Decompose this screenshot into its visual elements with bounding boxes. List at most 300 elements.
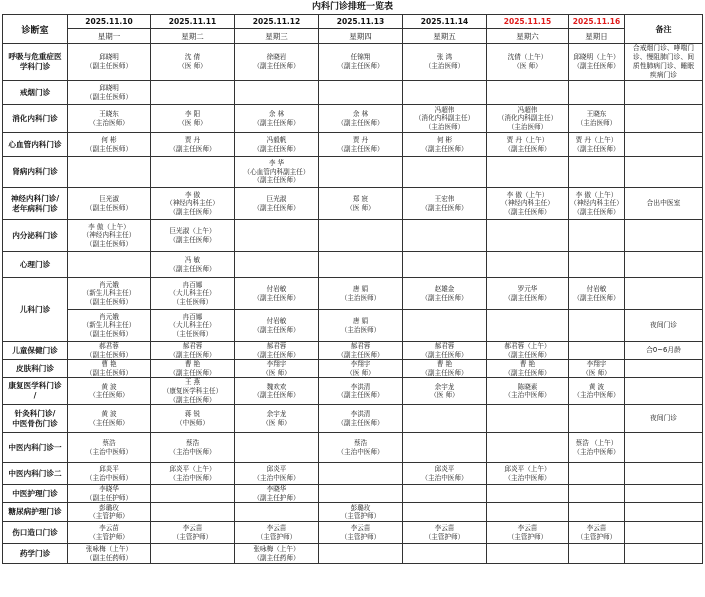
doctor-title: （副主任医师） bbox=[169, 235, 216, 244]
doctor-title: （副主任医师） bbox=[337, 391, 384, 400]
doctor-shift-cell bbox=[403, 378, 487, 405]
doctor-name: 贾 丹（上午） bbox=[506, 135, 549, 144]
doctor-shift-cell bbox=[403, 81, 487, 105]
doctor-shift-cell bbox=[319, 252, 403, 278]
doctor-shift-cell bbox=[403, 310, 487, 342]
doctor-shift-cell bbox=[235, 310, 319, 342]
dept-name-line: 康复医学科门诊 bbox=[8, 381, 62, 391]
doctor-shift-cell bbox=[68, 503, 151, 522]
doctor-name: 蔡浩 bbox=[185, 439, 200, 448]
doctor-name: 李 傲（上午） bbox=[575, 190, 618, 199]
doctor-name: 黄 波 bbox=[101, 382, 117, 391]
doctor-name: 李云苗 bbox=[586, 524, 607, 533]
doctor-shift-cell bbox=[235, 252, 319, 278]
doctor-name: 黄 波 bbox=[101, 410, 117, 419]
row-note-cell bbox=[625, 405, 703, 433]
doctor-shift-cell bbox=[68, 360, 151, 378]
dept-name-line: 肾病内科门诊 bbox=[12, 167, 58, 176]
dept-name-line: 皮肤科门诊 bbox=[16, 363, 54, 373]
doctor-name: 李 傲（上午） bbox=[88, 222, 130, 231]
row-note-line: 合0~6月龄 bbox=[646, 346, 681, 355]
doctor-shift-cell bbox=[151, 544, 235, 564]
doctor-title: （副主任医师） bbox=[169, 395, 216, 404]
doctor-title: （副主任医师） bbox=[253, 293, 300, 302]
doctor-title: （主治中医师） bbox=[85, 473, 133, 482]
doctor-title: （副主任医师） bbox=[253, 144, 300, 153]
dept-name-line: 儿科门诊 bbox=[19, 304, 51, 314]
doctor-shift-cell bbox=[319, 81, 403, 105]
doctor-title: （副主任药师） bbox=[85, 553, 133, 562]
schedule-row bbox=[3, 278, 703, 310]
doctor-name: 李晓华 bbox=[99, 485, 119, 494]
doctor-shift-cell bbox=[569, 360, 625, 378]
schedule-row bbox=[3, 157, 703, 188]
doctor-shift-cell bbox=[569, 81, 625, 105]
doctor-shift-cell bbox=[319, 310, 403, 342]
dept-name-line: 神经内科门诊/ bbox=[10, 193, 60, 203]
doctor-title: （主治中医师） bbox=[504, 391, 551, 400]
doctor-shift-cell bbox=[151, 44, 235, 81]
doctor-shift-cell bbox=[235, 278, 319, 310]
dept-name-line: 消化内科门诊 bbox=[12, 113, 58, 123]
row-note-cell bbox=[625, 360, 703, 378]
doctor-title: （副主任医师） bbox=[421, 368, 468, 377]
doctor-shift-cell bbox=[319, 433, 403, 463]
doctor-title: （副主任医师） bbox=[573, 293, 620, 302]
doctor-shift-cell bbox=[403, 503, 487, 522]
doctor-title: （主管护师） bbox=[424, 532, 465, 541]
doctor-shift-cell bbox=[235, 188, 319, 220]
doctor-shift-cell bbox=[68, 485, 151, 503]
doctor-name: 唐 娟 bbox=[352, 316, 369, 325]
doctor-shift-cell bbox=[569, 278, 625, 310]
schedule-row bbox=[3, 105, 703, 133]
schedule-row bbox=[3, 544, 703, 564]
doctor-title: （副主任医师） bbox=[253, 203, 300, 212]
dept-name-line: 老年病科门诊 bbox=[12, 203, 58, 213]
doctor-title: （副主任医师） bbox=[253, 118, 300, 127]
doctor-shift-cell bbox=[403, 522, 487, 544]
doctor-title: （副主任医师） bbox=[85, 368, 133, 377]
doctor-title: （主任医师） bbox=[172, 329, 213, 338]
doctor-title: （主任医师） bbox=[89, 418, 129, 427]
doctor-title: （主治医师） bbox=[89, 118, 129, 127]
dept-name-cell bbox=[3, 522, 68, 544]
doctor-name: 蒋 锐 bbox=[184, 410, 201, 419]
row-note-cell bbox=[625, 133, 703, 157]
doctor-title: （主治中医师） bbox=[573, 391, 620, 400]
dept-name-line: 儿童保健门诊 bbox=[12, 345, 58, 355]
doctor-shift-cell bbox=[151, 433, 235, 463]
doctor-name: 陈晓素 bbox=[517, 382, 538, 391]
doctor-shift-cell bbox=[319, 220, 403, 252]
doctor-shift-cell bbox=[319, 378, 403, 405]
schedule-row bbox=[3, 310, 703, 342]
doctor-title: （副主任医师） bbox=[504, 207, 551, 216]
doctor-title: （副主任医师） bbox=[169, 264, 216, 273]
doctor-shift-cell bbox=[319, 342, 403, 360]
doctor-name: 唐 娟 bbox=[352, 284, 369, 293]
dept-name-cell bbox=[3, 405, 68, 433]
doctor-shift-cell bbox=[569, 188, 625, 220]
doctor-name: 李翔宇 bbox=[350, 360, 371, 369]
doctor-shift-cell bbox=[569, 44, 625, 81]
doctor-name: 邱炎平 bbox=[434, 465, 455, 474]
row-note-cell bbox=[625, 342, 703, 360]
header-weekday-row bbox=[3, 29, 703, 44]
schedule-body bbox=[3, 15, 703, 564]
doctor-name: 邱炎平 bbox=[99, 465, 119, 474]
doctor-title: （主治中医师） bbox=[337, 447, 384, 456]
row-note-cell bbox=[625, 378, 703, 405]
schedule-row bbox=[3, 252, 703, 278]
schedule-row bbox=[3, 188, 703, 220]
doctor-shift-cell bbox=[151, 133, 235, 157]
doctor-name: 王 燕 bbox=[184, 378, 201, 387]
doctor-shift-cell bbox=[403, 157, 487, 188]
dept-name-line: 中医内科门诊一 bbox=[8, 442, 62, 452]
doctor-shift-cell bbox=[319, 503, 403, 522]
doctor-name: 何 彬 bbox=[436, 135, 453, 144]
doctor-shift-cell bbox=[487, 220, 569, 252]
schedule-title: 内科门诊排班一览表 bbox=[311, 2, 393, 12]
doctor-name: 赵雄金 bbox=[434, 284, 455, 293]
day-date-header: 2025.11.16 bbox=[569, 15, 625, 29]
doctor-name: 冯毅帆 bbox=[266, 135, 287, 144]
doctor-title: （副主任医师） bbox=[85, 297, 133, 306]
doctor-name: 郝君蓉（上午） bbox=[504, 342, 551, 350]
doctor-name: 李云苗 bbox=[266, 524, 287, 533]
doctor-name: 李翔宇 bbox=[586, 360, 607, 369]
doctor-shift-cell bbox=[235, 81, 319, 105]
doctor-name: 郝君蓉 bbox=[99, 342, 119, 350]
doctor-shift-cell bbox=[151, 105, 235, 133]
doctor-shift-cell bbox=[569, 433, 625, 463]
schedule-row bbox=[3, 44, 703, 81]
doctor-title: （副主任医师） bbox=[85, 350, 133, 359]
doctor-title: （主管护师） bbox=[172, 532, 213, 541]
day-weekday-header: 星期五 bbox=[403, 29, 487, 44]
doctor-title: （主治中医师） bbox=[504, 473, 551, 482]
doctor-title: （副主任医师） bbox=[421, 293, 468, 302]
doctor-name: 张咏梅（上午） bbox=[85, 545, 133, 554]
doctor-title: （主任医师） bbox=[172, 297, 213, 306]
doctor-name: 邱炎平（上午） bbox=[169, 465, 216, 474]
doctor-shift-cell bbox=[68, 252, 151, 278]
doctor-title: （医 师） bbox=[262, 368, 291, 377]
doctor-title: （医 师） bbox=[178, 62, 207, 70]
doctor-shift-cell bbox=[487, 503, 569, 522]
doctor-shift-cell bbox=[235, 44, 319, 81]
doctor-name: 李晓华 bbox=[266, 485, 287, 494]
dept-name-line: 学科门诊 bbox=[19, 62, 51, 71]
doctor-name: 罗元华 bbox=[517, 284, 538, 293]
doctor-title: （主治医师） bbox=[576, 118, 617, 127]
doctor-title: （副主任医师） bbox=[504, 368, 551, 377]
doctor-name: 冯超伟 bbox=[517, 105, 538, 114]
dept-name-cell bbox=[3, 252, 68, 278]
doctor-shift-cell bbox=[487, 133, 569, 157]
doctor-title: （主治医师） bbox=[424, 62, 465, 70]
doctor-name: 沈倩（上午） bbox=[507, 53, 548, 62]
doctor-shift-cell bbox=[487, 405, 569, 433]
row-note-line: 夜间门诊 bbox=[649, 321, 678, 329]
dept-name-cell bbox=[3, 188, 68, 220]
dept-name-cell bbox=[3, 433, 68, 463]
doctor-name: 冯 敏 bbox=[184, 255, 201, 264]
doctor-title: （主治中医师） bbox=[253, 473, 300, 482]
doctor-shift-cell bbox=[68, 133, 151, 157]
doctor-title: （副主任药师） bbox=[253, 553, 300, 562]
doctor-shift-cell bbox=[569, 342, 625, 360]
doctor-name: 邱晓明（上午） bbox=[573, 53, 620, 62]
day-date-header: 2025.11.10 bbox=[68, 15, 151, 29]
doctor-title: （主治中医师） bbox=[421, 473, 468, 482]
doctor-name: 彭璐玫 bbox=[99, 503, 119, 512]
doctor-title: （康复医学科主任） bbox=[162, 386, 223, 395]
doctor-name: 郑 宸 bbox=[352, 194, 369, 203]
doctor-title: （新生儿科主任） bbox=[82, 321, 136, 330]
doctor-name: 肖元娥 bbox=[99, 280, 119, 289]
schedule-row bbox=[3, 360, 703, 378]
doctor-shift-cell bbox=[235, 485, 319, 503]
doctor-name: 冉百娜 bbox=[182, 280, 203, 289]
schedule-row bbox=[3, 81, 703, 105]
dept-name-cell bbox=[3, 360, 68, 378]
day-weekday-header: 星期四 bbox=[319, 29, 403, 44]
doctor-shift-cell bbox=[487, 378, 569, 405]
doctor-name: 黄 波 bbox=[588, 382, 605, 391]
day-date-header: 2025.11.15 bbox=[487, 15, 569, 29]
row-note-cell bbox=[625, 463, 703, 485]
dept-name-cell bbox=[3, 133, 68, 157]
doctor-title: （副主任医师） bbox=[85, 203, 133, 212]
doctor-shift-cell bbox=[68, 378, 151, 405]
header-date-row bbox=[3, 15, 703, 29]
doctor-name: 李云苗 bbox=[182, 524, 203, 533]
doctor-shift-cell bbox=[235, 157, 319, 188]
doctor-shift-cell bbox=[403, 188, 487, 220]
schedule-row bbox=[3, 463, 703, 485]
doctor-shift-cell bbox=[151, 342, 235, 360]
doctor-name: 邱晓明 bbox=[99, 53, 119, 62]
dept-name-cell bbox=[3, 81, 68, 105]
doctor-title: （主管护师） bbox=[89, 532, 129, 541]
doctor-name: 王晓东 bbox=[586, 109, 607, 118]
doctor-name: 王晓东 bbox=[99, 109, 119, 118]
doctor-shift-cell bbox=[319, 157, 403, 188]
doctor-title: （主治医师） bbox=[340, 325, 381, 334]
dept-name-cell bbox=[3, 544, 68, 564]
doctor-name: 曹 艳 bbox=[519, 360, 536, 369]
doctor-name: 沈 倩 bbox=[184, 53, 201, 62]
doctor-name: 李 华 bbox=[268, 159, 285, 168]
doctor-name: 邱炎平（上午） bbox=[504, 465, 551, 474]
doctor-shift-cell bbox=[151, 503, 235, 522]
doctor-shift-cell bbox=[319, 188, 403, 220]
schedule-row bbox=[3, 133, 703, 157]
row-note-line: 质性肺病门诊、睡眠 bbox=[632, 62, 695, 70]
doctor-name: 付岩敏 bbox=[266, 284, 287, 293]
day-date-header: 2025.11.11 bbox=[151, 15, 235, 29]
doctor-shift-cell bbox=[151, 405, 235, 433]
row-note-cell bbox=[625, 105, 703, 133]
doctor-title: （主管护师） bbox=[340, 532, 381, 541]
doctor-shift-cell bbox=[569, 310, 625, 342]
doctor-shift-cell bbox=[487, 157, 569, 188]
doctor-shift-cell bbox=[403, 252, 487, 278]
doctor-shift-cell bbox=[403, 342, 487, 360]
day-weekday-header: 星期三 bbox=[235, 29, 319, 44]
doctor-name: 李洪清 bbox=[350, 382, 371, 391]
row-note-cell bbox=[625, 44, 703, 81]
doctor-name: 冯超伟 bbox=[434, 105, 455, 114]
dept-name-line: 心血管内科门诊 bbox=[8, 139, 62, 149]
dept-name-cell bbox=[3, 105, 68, 133]
row-note-line: 诊、慢阻肺门诊、间 bbox=[632, 53, 695, 61]
doctor-title: （心血管内科副主任） bbox=[243, 167, 310, 176]
doctor-name: 郝君蓉 bbox=[350, 342, 371, 350]
doctor-shift-cell bbox=[319, 463, 403, 485]
doctor-title: （医 师） bbox=[346, 368, 375, 377]
dept-name-line: 中医内科门诊二 bbox=[8, 468, 62, 478]
doctor-shift-cell bbox=[68, 310, 151, 342]
doctor-name: 任锦翔 bbox=[350, 53, 371, 62]
doctor-name: 余 林 bbox=[352, 109, 369, 118]
doctor-shift-cell bbox=[403, 485, 487, 503]
doctor-name: 蔡浩 bbox=[102, 439, 116, 448]
doctor-shift-cell bbox=[569, 544, 625, 564]
doctor-shift-cell bbox=[235, 360, 319, 378]
schedule-row bbox=[3, 433, 703, 463]
doctor-shift-cell bbox=[487, 310, 569, 342]
row-note-cell bbox=[625, 188, 703, 220]
row-note-cell bbox=[625, 433, 703, 463]
doctor-name: 李翔宇 bbox=[266, 360, 287, 369]
doctor-title: （副主任医师） bbox=[504, 144, 551, 153]
row-note-line: 夜间门诊 bbox=[649, 414, 678, 423]
doctor-shift-cell bbox=[319, 485, 403, 503]
doctor-name: 郝君蓉 bbox=[182, 342, 203, 350]
doctor-name: 冉百娜 bbox=[182, 312, 203, 321]
doctor-shift-cell bbox=[68, 342, 151, 360]
doctor-title: （副主任护师） bbox=[85, 493, 133, 502]
row-note-cell bbox=[625, 220, 703, 252]
doctor-name: 郝君蓉 bbox=[266, 342, 287, 350]
doctor-name: 郝君蓉 bbox=[434, 342, 455, 350]
doctor-shift-cell bbox=[68, 81, 151, 105]
schedule-row bbox=[3, 503, 703, 522]
doctor-shift-cell bbox=[569, 405, 625, 433]
doctor-shift-cell bbox=[151, 522, 235, 544]
doctor-shift-cell bbox=[151, 378, 235, 405]
doctor-shift-cell bbox=[151, 463, 235, 485]
doctor-shift-cell bbox=[319, 544, 403, 564]
doctor-title: （副主任医师） bbox=[421, 144, 468, 153]
doctor-shift-cell bbox=[235, 133, 319, 157]
doctor-title: （副主任医师） bbox=[85, 239, 133, 248]
doctor-shift-cell bbox=[151, 81, 235, 105]
schedule-row bbox=[3, 485, 703, 503]
doctor-shift-cell bbox=[319, 133, 403, 157]
doctor-name: 张咏梅（上午） bbox=[253, 545, 300, 554]
dept-name-line: 内分泌科门诊 bbox=[12, 230, 58, 240]
day-weekday-header: 星期二 bbox=[151, 29, 235, 44]
notes-column-header: 备注 bbox=[625, 15, 703, 44]
doctor-shift-cell bbox=[68, 157, 151, 188]
doctor-name: 贾 丹 bbox=[184, 135, 201, 144]
row-note-cell bbox=[625, 503, 703, 522]
schedule-row bbox=[3, 220, 703, 252]
dept-name-line: 呼吸与危重症医 bbox=[8, 52, 62, 61]
doctor-shift-cell bbox=[235, 342, 319, 360]
doctor-shift-cell bbox=[68, 405, 151, 433]
doctor-name: 巨光淑（上午） bbox=[169, 226, 216, 235]
doctor-shift-cell bbox=[487, 522, 569, 544]
doctor-title: （主管护师） bbox=[576, 532, 617, 541]
doctor-shift-cell bbox=[403, 463, 487, 485]
doctor-name: 邱晓明 bbox=[99, 83, 119, 92]
doctor-name: 曹 艳 bbox=[101, 360, 117, 369]
doctor-title: （副主任医师） bbox=[85, 144, 133, 153]
doctor-shift-cell bbox=[68, 278, 151, 310]
doctor-shift-cell bbox=[68, 433, 151, 463]
doctor-title: （副主任医师） bbox=[573, 144, 620, 153]
doctor-name: 李 傲（上午） bbox=[506, 190, 549, 199]
day-weekday-header: 星期日 bbox=[569, 29, 625, 44]
doctor-shift-cell bbox=[151, 278, 235, 310]
doctor-shift-cell bbox=[403, 360, 487, 378]
doctor-shift-cell bbox=[235, 378, 319, 405]
doctor-title: （消化内科副主任） bbox=[497, 114, 558, 123]
doctor-shift-cell bbox=[403, 44, 487, 81]
schedule-row bbox=[3, 405, 703, 433]
doctor-shift-cell bbox=[319, 278, 403, 310]
doctor-title: （副主任医师） bbox=[253, 391, 300, 400]
doctor-shift-cell bbox=[151, 220, 235, 252]
dept-name-line: 药学门诊 bbox=[19, 548, 51, 558]
doctor-name: 余宇龙 bbox=[434, 382, 455, 391]
day-date-header: 2025.11.12 bbox=[235, 15, 319, 29]
doctor-title: （副主任医师） bbox=[337, 62, 384, 70]
doctor-shift-cell bbox=[403, 105, 487, 133]
schedule-row bbox=[3, 342, 703, 360]
doctor-title: （副主任医师） bbox=[504, 293, 551, 302]
doctor-name: 魏欢欢 bbox=[266, 382, 287, 391]
dept-column-header: 诊断室 bbox=[3, 15, 68, 44]
doctor-name: 王宏伟 bbox=[434, 194, 455, 203]
dept-name-line: 伤口造口门诊 bbox=[12, 527, 58, 537]
doctor-title: （神经内科主任） bbox=[501, 199, 554, 208]
schedule-table bbox=[2, 14, 703, 564]
doctor-name: 巨光淑 bbox=[266, 194, 287, 203]
doctor-name: 贾 丹（上午） bbox=[575, 135, 618, 144]
doctor-title: （主治医师） bbox=[507, 122, 548, 131]
doctor-name: 巨光淑 bbox=[99, 194, 119, 203]
doctor-shift-cell bbox=[569, 252, 625, 278]
day-date-header: 2025.11.14 bbox=[403, 15, 487, 29]
doctor-title: （中医师） bbox=[176, 418, 209, 427]
doctor-title: （医 师） bbox=[346, 203, 375, 212]
dept-name-line: / bbox=[33, 391, 37, 401]
doctor-shift-cell bbox=[68, 522, 151, 544]
doctor-shift-cell bbox=[235, 463, 319, 485]
doctor-shift-cell bbox=[319, 44, 403, 81]
doctor-title: （医 师） bbox=[178, 118, 207, 127]
doctor-title: （神经内科主任） bbox=[570, 199, 623, 208]
doctor-title: （消化内科副主任） bbox=[414, 114, 475, 123]
doctor-shift-cell bbox=[319, 405, 403, 433]
